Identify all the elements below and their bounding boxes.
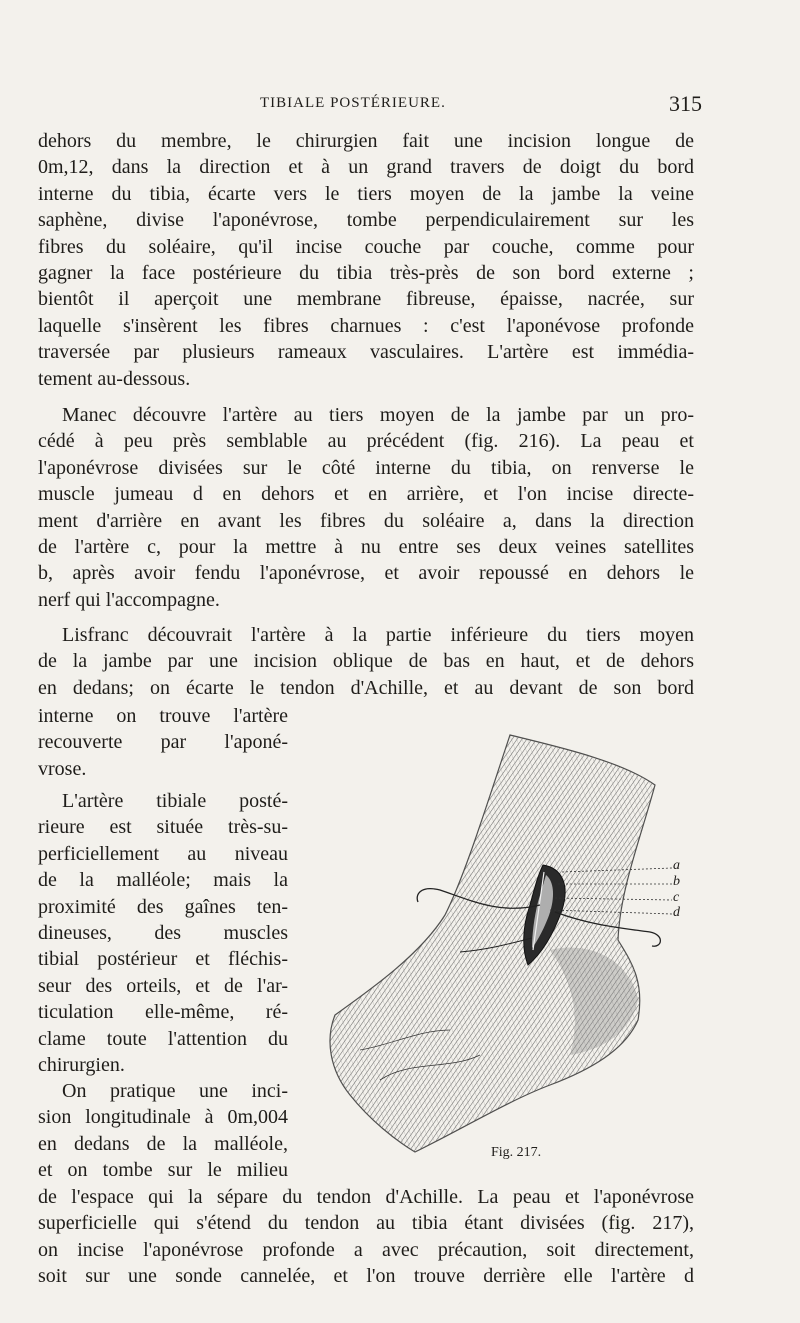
paragraph-2 — [38, 402, 694, 613]
text-line: sion longitudinale à 0m,004 — [38, 1106, 288, 1129]
text-line: dineuses, des muscles — [38, 921, 288, 944]
text-line: de l'espace qui la sépare du tendon d'Achille. La peau et l'aponévrose — [38, 1186, 694, 1208]
text-line: Lisfranc découvrait l'artère à la partie inférieure du tiers moyen — [62, 624, 694, 646]
text-line: b, après avoir fendu l'aponévrose, et avoir repoussé en dehors le — [38, 562, 694, 585]
paragraph-3 — [38, 622, 694, 701]
text-line: interne du tibia, écarte vers le tiers moyen de la jambe la veine — [38, 182, 694, 205]
text-line: L'artère tibiale posté- — [62, 790, 288, 812]
paragraph-4 — [38, 788, 288, 1078]
figure-caption: Fig. 217. — [491, 1145, 542, 1160]
text-line: Manec découvre l'artère au tiers moyen de la jambe par un pro- — [62, 404, 694, 426]
text-line: superficielle qui s'étend du tendon au tibia étant divisées (fig. 217), — [38, 1212, 694, 1235]
text-line: traversée par plusieurs rameaux vasculaires. L'artère est immédia- — [38, 341, 694, 364]
text-line: saphène, divise l'aponévrose, tombe perpendiculairement sur les — [38, 209, 694, 232]
text-line: On pratique une inci- — [62, 1080, 288, 1102]
text-line: ticulation elle-même, ré- — [38, 1001, 288, 1024]
text-line: rieure est située très-su- — [38, 816, 288, 839]
paragraph-1 — [38, 128, 694, 392]
text-line: vrose. — [38, 757, 87, 780]
text-line: cédé à peu près semblable au précédent (fig. 216). La peau et — [38, 430, 694, 453]
paragraph-5-continued — [38, 1184, 694, 1290]
paragraph-5 — [38, 1078, 288, 1184]
text-line: bientôt il aperçoit une membrane fibreuse, épaisse, nacrée, sur — [38, 288, 694, 311]
text-line: gagner la face postérieure du tibia très-près de son bord externe ; — [38, 261, 694, 284]
text-line: 0m,12, dans la direction et à un grand travers de doigt du bord — [38, 156, 694, 179]
page-header — [38, 93, 702, 123]
text-line: nerf qui l'accompagne. — [38, 588, 220, 611]
text-line: laquelle s'insèrent les fibres charnues : c'est l'aponévose profonde — [38, 314, 694, 337]
text-line: chirurgien. — [38, 1053, 125, 1076]
text-line: de l'artère c, pour la mettre à nu entre ses deux veines satellites — [38, 535, 694, 558]
text-line: tibial postérieur et fléchis- — [38, 948, 288, 971]
running-title: TIBIALE POSTÉRIEURE. — [260, 95, 446, 111]
text-line: et on tombe sur le milieu — [38, 1159, 288, 1182]
text-line: perficiellement au niveau — [38, 842, 288, 865]
text-line: muscle jumeau d en dehors et en arrière, et l'on incise directe- — [38, 483, 694, 506]
text-line: l'aponévrose divisées sur le côté interne du tibia, on renverse le — [38, 456, 694, 479]
figure-label-d: d — [673, 905, 680, 920]
text-line: de la malléole; mais la — [38, 869, 288, 892]
text-line: fibres du soléaire, qu'il incise couche par couche, comme pour — [38, 235, 694, 258]
text-line: de la jambe par une incision oblique de bas en haut, et de dehors — [38, 650, 694, 673]
text-line: recouverte par l'aponé- — [38, 731, 288, 754]
text-line: en dedans; on écarte le tendon d'Achille, et au devant de son bord — [38, 676, 694, 699]
figure-label-b: b — [673, 874, 680, 889]
paragraph-3-continued — [38, 703, 288, 782]
text-line: clame toute l'attention du — [38, 1027, 288, 1050]
figure-217 — [300, 700, 720, 1170]
text-line: seur des orteils, et de l'ar- — [38, 974, 288, 997]
figure-label-a: a — [673, 858, 680, 873]
text-line: soit sur une sonde cannelée, et l'on trouve derrière elle l'artère d — [38, 1265, 694, 1288]
page-number: 315 — [669, 91, 702, 116]
text-line: interne on trouve l'artère — [38, 705, 288, 727]
text-line: tement au-dessous. — [38, 367, 191, 390]
text-line: en dedans de la malléole, — [38, 1132, 288, 1155]
figure-label-c: c — [673, 890, 680, 905]
text-line: on incise l'aponévrose profonde a avec précaution, soit directement, — [38, 1238, 694, 1261]
text-line: ment d'arrière en avant les fibres du soléaire a, dans la direction — [38, 509, 694, 532]
text-line: proximité des gaînes ten- — [38, 895, 288, 918]
text-line: dehors du membre, le chirurgien fait une incision longue de — [38, 130, 694, 152]
ankle-engraving — [300, 700, 720, 1170]
